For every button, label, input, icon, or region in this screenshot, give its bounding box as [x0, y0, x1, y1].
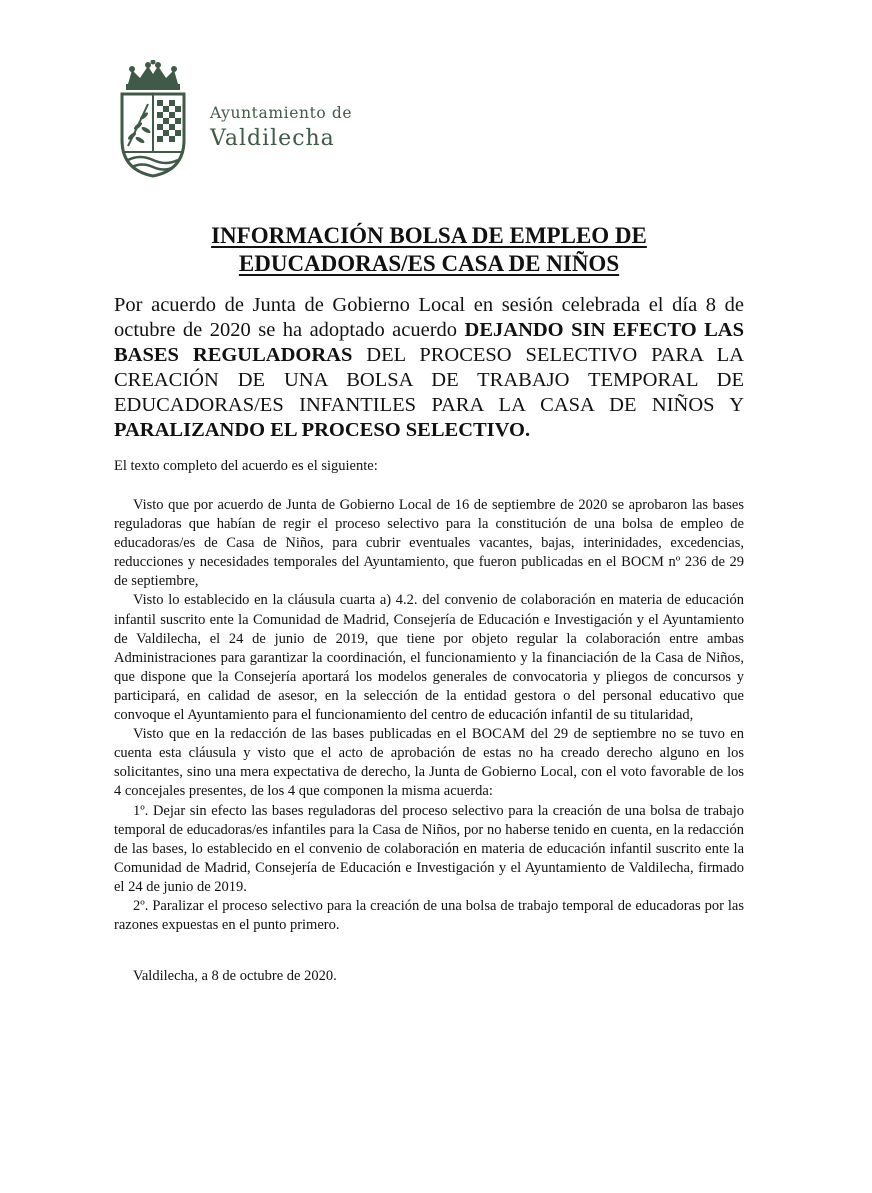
letterhead	[118, 60, 518, 180]
title-line2: EDUCADORAS/ES CASA DE NIÑOS	[238, 251, 620, 276]
signoff-date: Valdilecha, a 8 de octubre de 2020.	[133, 968, 337, 984]
intro-text: El texto completo del acuerdo es el siguiente:	[114, 458, 378, 474]
body-paragraph-3: Visto que en la redacción de las bases publicadas en el BOCAM del 29 de septiembre no se tuvo en cuenta esta cláusula y visto que el acto de aprobación de estas no ha creado derecho alguno en los solicitantes, sino una mera expectativa de derecho, la Junta de Gobierno Local, con el voto favorable de los 4 concejales presentes, de los 4 que componen la misma acuerda:	[114, 726, 744, 800]
lead-bold-1: DEJANDO SIN EFECTO LAS BASES REGULADORAS	[114, 319, 744, 366]
lead-text-2: DEL PROCESO SELECTIVO PARA LA CREACIÓN DE UNA BOLSA DE TRABAJO TEMPORAL DE EDUCADORAS/ES INFANTILES PARA LA CASA DE NIÑOS Y	[114, 344, 744, 416]
agreement-body	[114, 496, 744, 935]
organization-line2: Valdilecha	[210, 126, 335, 151]
body-paragraph-2: Visto lo establecido en la cláusula cuarta a) 4.2. del convenio de colaboración en materia de educación infantil suscrito ente la Comunidad de Madrid, Consejería de Educación e Investigación y el Ayuntamiento de Valdilecha, el 24 de junio de 2019, que tiene por objeto regular la colaboración entre ambas Administraciones para garantizar la coordinación, el funcionamiento y la financiación de la Casa de Niños, que dispone que la Consejería aportará los modelos generales de convocatoria y pliegos de concursos y participará, en calidad de asesor, en la selección de la entidad gestora o del personal educativo que convoque el Ayuntamiento para el funcionamiento del centro de educación infantil de su titularidad,	[114, 592, 744, 724]
lead-text-1: Por acuerdo de Junta de Gobierno Local en sesión celebrada el día 8 de octubre de 2020 se ha adoptado acuerdo	[114, 294, 744, 341]
document-title	[114, 222, 744, 278]
lead-paragraph	[114, 293, 744, 443]
body-paragraph-5: 2º. Paralizar el proceso selectivo para la creación de una bolsa de trabajo temporal de educadoras por las razones expuestas en el punto primero.	[114, 897, 744, 934]
organization-name	[210, 104, 352, 151]
title-line1: INFORMACIÓN BOLSA DE EMPLEO DE	[211, 223, 647, 248]
body-paragraph-1: Visto que por acuerdo de Junta de Gobierno Local de 16 de septiembre de 2020 se aprobaron las bases reguladoras que habían de regir el proceso selectivo para la constitución de una bolsa de empleo de educadoras/es de Casa de Niños, para cubrir eventuales vacantes, bajas, interinidades, excedencias, reducciones y necesidades temporales del Ayuntamiento, que fueron publicadas en el BOCM nº 236 de 29 de septiembre,	[114, 497, 744, 590]
municipal-crest-icon	[118, 60, 188, 178]
lead-bold-2: PARALIZANDO EL PROCESO SELECTIVO.	[114, 419, 531, 441]
organization-line1: Ayuntamiento de	[210, 104, 353, 122]
body-paragraph-4: 1º. Dejar sin efecto las bases reguladoras del proceso selectivo para la creación de una bolsa de trabajo temporal de educadoras/es infantiles para la Casa de Niños, por no haberse tenido en cuenta, en la redacción de las bases, lo establecido en el convenio de colaboración en materia de educación infantil suscrito ente la Comunidad de Madrid, Consejería de Educación e Investigación y el Ayuntamiento de Valdilecha, firmado el 24 de junio de 2019.	[114, 802, 744, 895]
